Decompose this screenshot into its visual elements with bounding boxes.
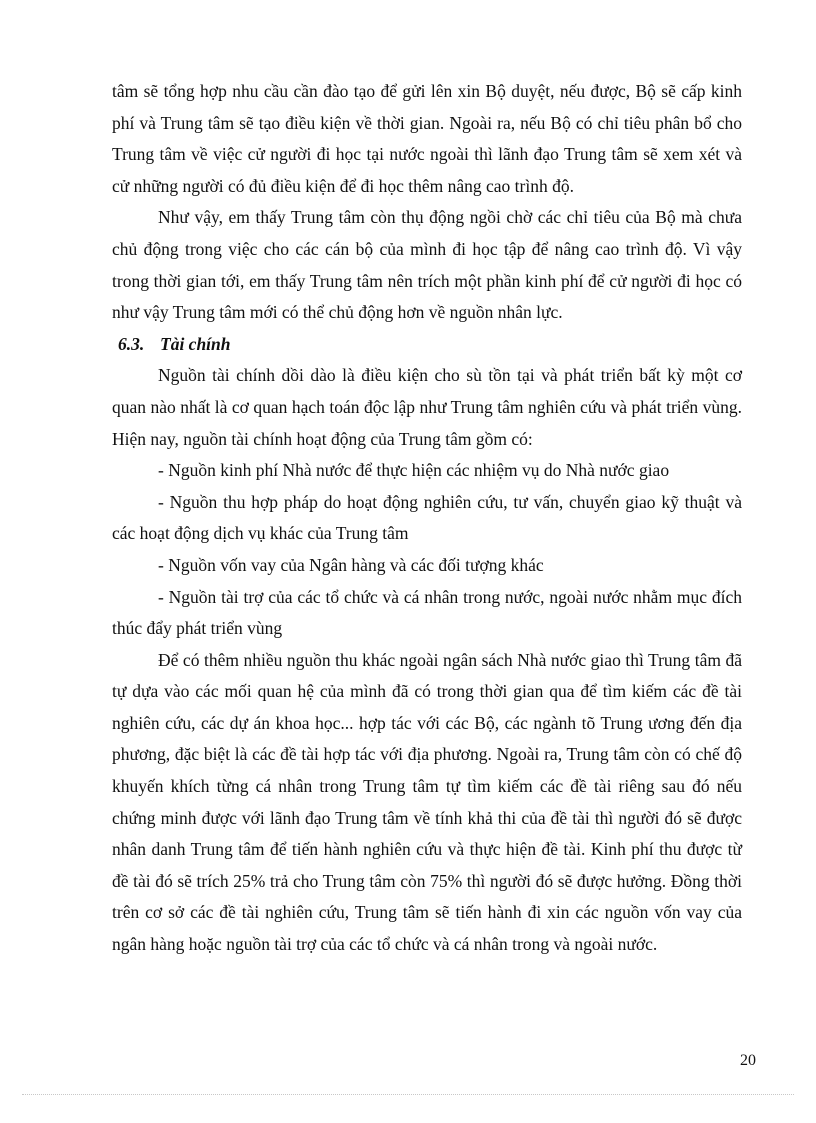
bullet-bank-loans: - Nguồn vốn vay của Ngân hàng và các đối tượng khác [158,554,544,575]
section-title: Tài chính [160,333,231,354]
footer-divider [22,1094,794,1095]
paragraph-additional-revenue: Để có thêm nhiều nguồn thu khác ngoài ngân sách Nhà nước giao thì Trung tâm đã tự dựa vào các mối quan hệ của mình đã có trong thời gian qua để tìm kiếm các đề tài nghiên cứu, các dự án khoa học... hợp tác với các Bộ, các ngành tõ Trung ương đến địa phương, đặc biệt là các đề tài hợp tác với địa phương. Ngoài ra, Trung tâm còn có chế độ khuyến khích từng cá nhân trong Trung tâm tự tìm kiếm các đề tài riêng sau đó nếu chứng minh được với lãnh đạo Trung tâm về tính khả thi của đề tài thì người đó sẽ được nhân danh Trung tâm để tiến hành nghiên cứu và thực hiện đề tài. Kinh phí thu được từ đề tài đó sẽ trích 25% trả cho Trung tâm còn 75% thì người đó sẽ được hưởng. Đồng thời trên cơ sở các đề tài nghiên cứu, Trung tâm sẽ tiến hành đi xin các nguồn vốn vay của ngân hàng hoặc nguồn tài trợ của các tổ chức và cá nhân trong và ngoài nước. [112,649,742,955]
section-heading [118,329,742,361]
paragraph-training-continuation: tâm sẽ tổng hợp nhu cầu cần đào tạo để gửi lên xin Bộ duyệt, nếu được, Bộ sẽ cấp kinh phí và Trung tâm sẽ tạo điều kiện về thời gian. Ngoài ra, nếu Bộ có chỉ tiêu phân bổ cho Trung tâm về việc cử người đi học tại nước ngoài thì lãnh đạo Trung tâm sẽ xem xét và cử những người có đủ điều kiện để đi học thêm nâng cao trình độ. [112,81,742,196]
paragraph-passive-assessment: Như vậy, em thấy Trung tâm còn thụ động ngồi chờ các chỉ tiêu của Bộ mà chưa chủ động trong việc cho các cán bộ của mình đi học tập để nâng cao trình độ. Vì vậy trong thời gian tới, em thấy Trung tâm nên trích một phần kinh phí để cử người đi học có như vậy Trung tâm mới có thể chủ động hơn về nguồn nhân lực. [112,207,742,323]
bullet-sponsorship: - Nguồn tài trợ của các tổ chức và cá nhân trong nước, ngoài nước nhằm mục đích thúc đẩy phát triển vùng [112,586,742,639]
bullet-legal-revenue: - Nguồn thu hợp pháp do hoạt động nghiên cứu, tư vấn, chuyển giao kỹ thuật và các hoạt động dịch vụ khác của Trung tâm [112,491,742,544]
paragraph-finance-intro: Nguồn tài chính dồi dào là điều kiện cho sù tồn tại và phát triển bất kỳ một cơ quan nào nhất là cơ quan hạch toán độc lập như Trung tâm nghiên cứu và phát triển vùng. Hiện nay, nguồn tài chính hoạt động của Trung tâm gồm có: [112,365,742,449]
page-number: 20 [740,1052,756,1069]
document-page [112,76,742,961]
section-number: 6.3. [118,333,145,354]
bullet-state-funding: - Nguồn kinh phí Nhà nước để thực hiện các nhiệm vụ do Nhà nước giao [158,460,670,481]
